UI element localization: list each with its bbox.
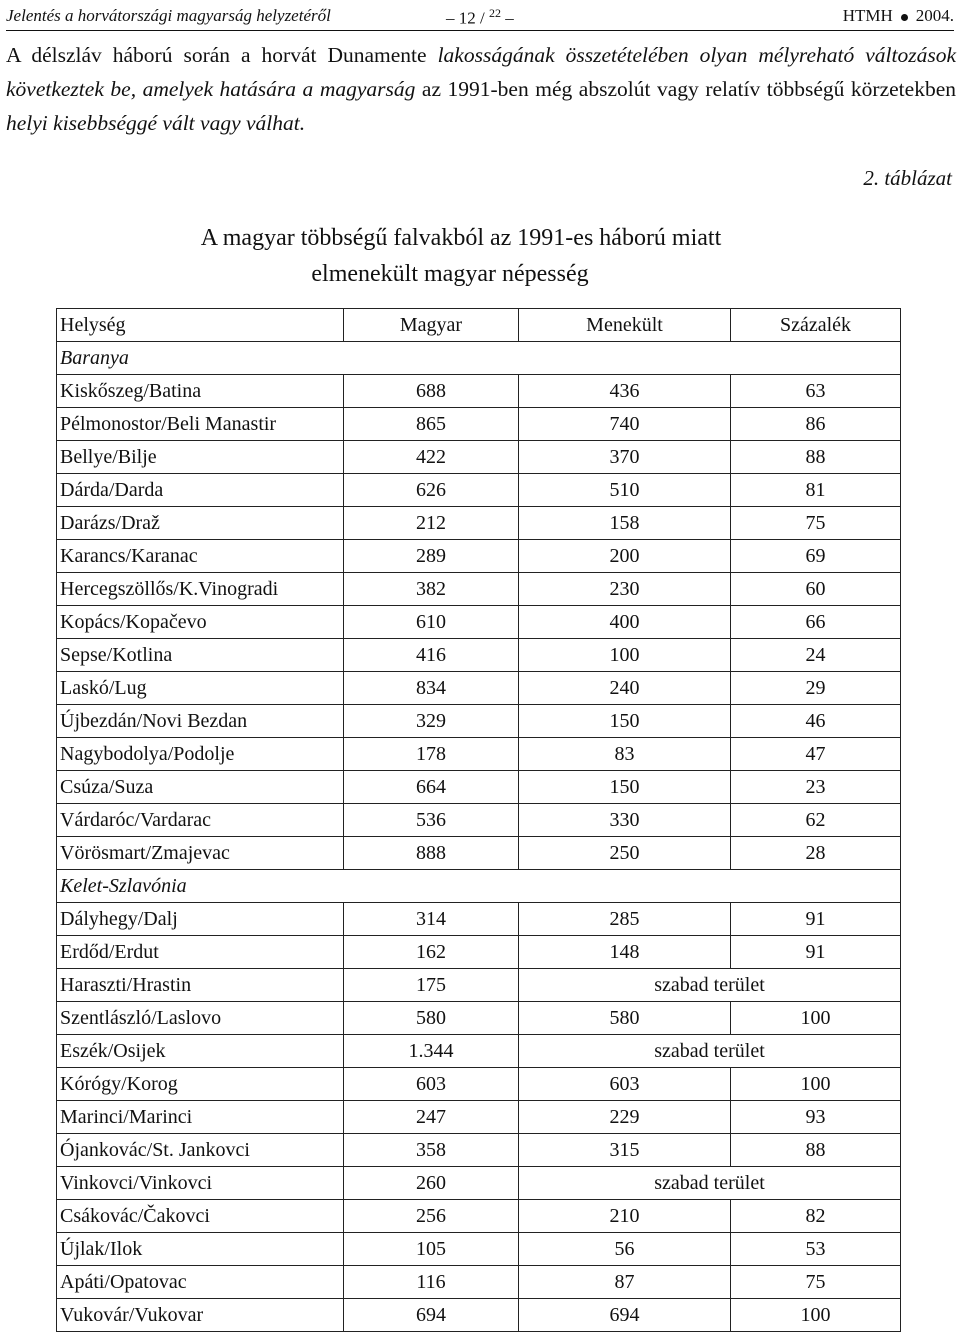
refugee-count-cell: 315 — [519, 1134, 731, 1167]
header-cell-menekult: Menekült — [519, 309, 731, 342]
header-cell-magyar: Magyar — [344, 309, 519, 342]
hungarian-count-cell: 580 — [344, 1002, 519, 1035]
table-row — [57, 507, 901, 540]
table-row — [57, 903, 901, 936]
table-number: 2. táblázat — [863, 166, 952, 190]
intro-text-2: az 1991-ben még abszolút vagy relatív többségű körzetekben — [415, 77, 956, 101]
place-cell: Marinci/Marinci — [57, 1101, 344, 1134]
percentage-cell: 29 — [731, 672, 901, 705]
table-title-line-2: elmenekült magyar népesség — [311, 261, 589, 287]
percentage-cell: 24 — [731, 639, 901, 672]
hungarian-count-cell: 536 — [344, 804, 519, 837]
hungarian-count-cell: 834 — [344, 672, 519, 705]
table-row — [57, 837, 901, 870]
place-cell: Csúza/Suza — [57, 771, 344, 804]
place-cell: Sepse/Kotlina — [57, 639, 344, 672]
table-row — [57, 1167, 901, 1200]
percentage-cell: 28 — [731, 837, 901, 870]
table-row — [57, 1266, 901, 1299]
refugee-count-cell: 250 — [519, 837, 731, 870]
page-header — [6, 4, 954, 28]
place-cell: Újlak/Ilok — [57, 1233, 344, 1266]
hungarian-count-cell: 422 — [344, 441, 519, 474]
hungarian-count-cell: 610 — [344, 606, 519, 639]
document-title: Jelentés a horvátországi magyarság helyzetéről — [6, 6, 331, 25]
table-row — [57, 474, 901, 507]
table-row — [57, 540, 901, 573]
table-row — [57, 738, 901, 771]
journal-info — [843, 6, 954, 26]
intro-italic-2: helyi kisebbséggé vált vagy válhat. — [6, 111, 306, 135]
journal-year: 2004. — [915, 6, 954, 25]
place-cell: Eszék/Osijek — [57, 1035, 344, 1068]
refugee-count-cell: 83 — [519, 738, 731, 771]
refugee-count-cell: 229 — [519, 1101, 731, 1134]
refugee-count-cell: 740 — [519, 408, 731, 441]
hungarian-count-cell: 626 — [344, 474, 519, 507]
hungarian-count-cell: 260 — [344, 1167, 519, 1200]
page-number: – 12 / $^{22}$ – — [446, 6, 514, 28]
refugee-count-cell: 436 — [519, 375, 731, 408]
table-title — [0, 220, 960, 292]
hungarian-count-cell: 1.344 — [344, 1035, 519, 1068]
hungarian-count-cell: 603 — [344, 1068, 519, 1101]
status-cell: szabad terület — [519, 1035, 901, 1068]
place-cell: Bellye/Bilje — [57, 441, 344, 474]
percentage-cell: 62 — [731, 804, 901, 837]
hungarian-count-cell: 178 — [344, 738, 519, 771]
table-row — [57, 1002, 901, 1035]
percentage-cell: 82 — [731, 1200, 901, 1233]
percentage-cell: 86 — [731, 408, 901, 441]
place-cell: Vörösmart/Zmajevac — [57, 837, 344, 870]
table-row — [57, 936, 901, 969]
table-row — [57, 1233, 901, 1266]
percentage-cell: 75 — [731, 1266, 901, 1299]
place-cell: Karancs/Karanac — [57, 540, 344, 573]
table-row — [57, 705, 901, 738]
table-row — [57, 573, 901, 606]
percentage-cell: 23 — [731, 771, 901, 804]
header-cell-szazalek: Százalék — [731, 309, 901, 342]
percentage-cell: 75 — [731, 507, 901, 540]
percentage-cell: 100 — [731, 1002, 901, 1035]
refugee-count-cell: 56 — [519, 1233, 731, 1266]
place-cell: Kórógy/Korog — [57, 1068, 344, 1101]
place-cell: Ójankovác/St. Jankovci — [57, 1134, 344, 1167]
table-row — [57, 1200, 901, 1233]
place-cell: Apáti/Opatovac — [57, 1266, 344, 1299]
table-row — [57, 1035, 901, 1068]
refugee-count-cell: 330 — [519, 804, 731, 837]
refugee-count-cell: 230 — [519, 573, 731, 606]
refugee-count-cell: 603 — [519, 1068, 731, 1101]
intro-text-1: A délszláv háború során a horvát Dunamente — [6, 43, 438, 67]
place-cell: Nagybodolya/Podolje — [57, 738, 344, 771]
table-row — [57, 639, 901, 672]
table-row — [57, 1101, 901, 1134]
place-cell: Darázs/Draž — [57, 507, 344, 540]
refugee-count-cell: 210 — [519, 1200, 731, 1233]
table-row — [57, 672, 901, 705]
hungarian-count-cell: 694 — [344, 1299, 519, 1332]
intro-paragraph — [6, 38, 956, 140]
refugee-count-cell: 580 — [519, 1002, 731, 1035]
hungarian-count-cell: 247 — [344, 1101, 519, 1134]
status-cell: szabad terület — [519, 1167, 901, 1200]
percentage-cell: 53 — [731, 1233, 901, 1266]
place-cell: Erdőd/Erdut — [57, 936, 344, 969]
table-row — [57, 804, 901, 837]
refugee-count-cell: 150 — [519, 705, 731, 738]
percentage-cell: 100 — [731, 1068, 901, 1101]
table-title-line-1: A magyar többségű falvakból az 1991-es háború miatt — [200, 225, 722, 251]
hungarian-count-cell: 416 — [344, 639, 519, 672]
hungarian-count-cell: 688 — [344, 375, 519, 408]
percentage-cell: 63 — [731, 375, 901, 408]
group-row — [57, 870, 901, 903]
refugee-count-cell: 694 — [519, 1299, 731, 1332]
table-row — [57, 441, 901, 474]
place-cell: Vinkovci/Vinkovci — [57, 1167, 344, 1200]
table-row — [57, 1134, 901, 1167]
table-row — [57, 606, 901, 639]
hungarian-count-cell: 358 — [344, 1134, 519, 1167]
page-total: 22 — [488, 6, 501, 20]
table-body — [57, 342, 901, 1332]
place-cell: Dárda/Darda — [57, 474, 344, 507]
group-row — [57, 342, 901, 375]
refugee-count-cell: 370 — [519, 441, 731, 474]
status-cell: szabad terület — [519, 969, 901, 1002]
hungarian-count-cell: 105 — [344, 1233, 519, 1266]
header-cell-helyseg: Helység — [57, 309, 344, 342]
percentage-cell: 88 — [731, 441, 901, 474]
percentage-cell: 91 — [731, 936, 901, 969]
place-cell: Laskó/Lug — [57, 672, 344, 705]
bullet-dot — [901, 14, 908, 21]
group-label: Kelet-Szlavónia — [57, 870, 901, 903]
percentage-cell: 46 — [731, 705, 901, 738]
refugee-count-cell: 87 — [519, 1266, 731, 1299]
place-cell: Csákovác/Čakovci — [57, 1200, 344, 1233]
percentage-cell: 66 — [731, 606, 901, 639]
hungarian-count-cell: 382 — [344, 573, 519, 606]
refugee-count-cell: 200 — [519, 540, 731, 573]
table-row — [57, 408, 901, 441]
percentage-cell: 69 — [731, 540, 901, 573]
percentage-cell: 81 — [731, 474, 901, 507]
hungarian-count-cell: 289 — [344, 540, 519, 573]
hungarian-count-cell: 888 — [344, 837, 519, 870]
place-cell: Várdaróc/Vardarac — [57, 804, 344, 837]
refugee-count-cell: 150 — [519, 771, 731, 804]
table-row — [57, 969, 901, 1002]
hungarian-count-cell: 116 — [344, 1266, 519, 1299]
intro-italic-1: lakosságának összetételében olyan mélyreható változások következtek be, amelyek hatására a magyarság — [6, 43, 957, 101]
hungarian-count-cell: 329 — [344, 705, 519, 738]
place-cell: Pélmonostor/Beli Manastir — [57, 408, 344, 441]
place-cell: Kopács/Kopačevo — [57, 606, 344, 639]
percentage-cell: 88 — [731, 1134, 901, 1167]
place-cell: Hercegszöllős/K.Vinogradi — [57, 573, 344, 606]
table-row — [57, 1068, 901, 1101]
hungarian-count-cell: 314 — [344, 903, 519, 936]
table-row — [57, 771, 901, 804]
place-cell: Kiskőszeg/Batina — [57, 375, 344, 408]
refugee-table — [56, 308, 901, 1332]
hungarian-count-cell: 865 — [344, 408, 519, 441]
percentage-cell: 47 — [731, 738, 901, 771]
page-current: 12 — [458, 8, 476, 28]
hungarian-count-cell: 162 — [344, 936, 519, 969]
group-label: Baranya — [57, 342, 901, 375]
refugee-count-cell: 400 — [519, 606, 731, 639]
refugee-count-cell: 240 — [519, 672, 731, 705]
journal-name: HTMH — [842, 6, 893, 25]
hungarian-count-cell: 664 — [344, 771, 519, 804]
place-cell: Dályhegy/Dalj — [57, 903, 344, 936]
refugee-count-cell: 510 — [519, 474, 731, 507]
refugee-count-cell: 148 — [519, 936, 731, 969]
header-rule — [6, 30, 954, 31]
refugee-count-cell: 100 — [519, 639, 731, 672]
table-row — [57, 375, 901, 408]
percentage-cell: 91 — [731, 903, 901, 936]
place-cell: Újbezdán/Novi Bezdan — [57, 705, 344, 738]
percentage-cell: 60 — [731, 573, 901, 606]
hungarian-count-cell: 212 — [344, 507, 519, 540]
place-cell: Haraszti/Hrastin — [57, 969, 344, 1002]
table-header-row — [57, 309, 901, 342]
hungarian-count-cell: 175 — [344, 969, 519, 1002]
refugee-count-cell: 158 — [519, 507, 731, 540]
refugee-count-cell: 285 — [519, 903, 731, 936]
place-cell: Szentlászló/Laslovo — [57, 1002, 344, 1035]
percentage-cell: 100 — [731, 1299, 901, 1332]
percentage-cell: 93 — [731, 1101, 901, 1134]
place-cell: Vukovár/Vukovar — [57, 1299, 344, 1332]
hungarian-count-cell: 256 — [344, 1200, 519, 1233]
